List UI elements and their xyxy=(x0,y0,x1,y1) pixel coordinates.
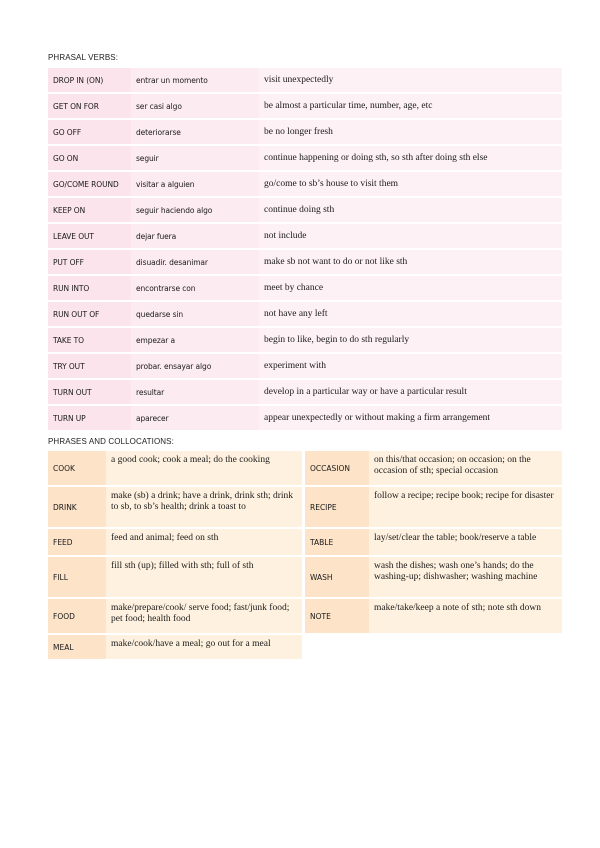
phrasal-verb: GO OFF xyxy=(48,120,131,144)
collocation-word: FILL xyxy=(48,557,106,597)
english-meaning: continue happening or doing sth, so sth after doing sth else xyxy=(259,146,562,170)
english-meaning: not include xyxy=(259,224,562,248)
collocation-phrases: on this/that occasion; on occasion; on the occasion of sth; special occasion xyxy=(369,451,562,485)
english-meaning: experiment with xyxy=(259,354,562,378)
collocation-entry xyxy=(305,451,562,485)
collocation-entry xyxy=(48,557,305,597)
spanish-translation: ser casi algo xyxy=(131,94,259,118)
english-meaning: meet by chance xyxy=(259,276,562,300)
phrasal-verb-row xyxy=(48,250,562,274)
collocation-row xyxy=(48,635,562,659)
english-meaning: go/come to sb’s house to visit them xyxy=(259,172,562,196)
collocation-phrases: a good cook; cook a meal; do the cooking xyxy=(106,451,302,485)
collocation-row xyxy=(48,487,562,527)
phrasal-verb-row xyxy=(48,276,562,300)
collocation-phrases: wash the dishes; wash one’s hands; do the washing-up; dishwasher; washing machine xyxy=(369,557,562,597)
english-meaning: make sb not want to do or not like sth xyxy=(259,250,562,274)
collocation-word: FOOD xyxy=(48,599,106,633)
english-meaning: begin to like, begin to do sth regularly xyxy=(259,328,562,352)
phrasal-verb-row xyxy=(48,224,562,248)
phrasal-verb: RUN OUT OF xyxy=(48,302,131,326)
spanish-translation: seguir haciendo algo xyxy=(131,198,259,222)
phrasal-verb: PUT OFF xyxy=(48,250,131,274)
collocation-phrases: make (sb) a drink; have a drink, drink sth; drink to sb, to sb’s health; drink a toast to xyxy=(106,487,302,527)
collocation-row xyxy=(48,599,562,633)
collocation-empty-cell xyxy=(305,635,562,659)
spanish-translation: probar. ensayar algo xyxy=(131,354,259,378)
spanish-translation: entrar un momento xyxy=(131,68,259,92)
collocation-phrases: fill sth (up); filled with sth; full of sth xyxy=(106,557,302,597)
english-meaning: be almost a particular time, number, age, etc xyxy=(259,94,562,118)
collocation-word: TABLE xyxy=(305,529,369,555)
english-meaning: develop in a particular way or have a particular result xyxy=(259,380,562,404)
phrasal-verb: TURN UP xyxy=(48,406,131,430)
collocation-phrases: make/cook/have a meal; go out for a meal xyxy=(106,635,302,659)
phrasal-verb: RUN INTO xyxy=(48,276,131,300)
phrasal-verb-row xyxy=(48,328,562,352)
spanish-translation: dejar fuera xyxy=(131,224,259,248)
phrasal-verb-row xyxy=(48,146,562,170)
phrasal-verb: TRY OUT xyxy=(48,354,131,378)
phrasal-verb: GO ON xyxy=(48,146,131,170)
collocation-word: WASH xyxy=(305,557,369,597)
spanish-translation: disuadir. desanimar xyxy=(131,250,259,274)
spanish-translation: quedarse sin xyxy=(131,302,259,326)
collocation-entry xyxy=(48,635,305,659)
collocation-word: NOTE xyxy=(305,599,369,633)
collocation-phrases: lay/set/clear the table; book/reserve a table xyxy=(369,529,562,555)
collocation-word: RECIPE xyxy=(305,487,369,527)
collocation-word: COOK xyxy=(48,451,106,485)
phrasal-verb-row xyxy=(48,380,562,404)
collocation-entry xyxy=(48,451,305,485)
collocation-word: MEAL xyxy=(48,635,106,659)
phrasal-verbs-heading: PHRASAL VERBS: xyxy=(48,53,119,62)
phrasal-verb-row xyxy=(48,354,562,378)
phrasal-verbs-body xyxy=(48,68,562,430)
collocations-grid xyxy=(48,451,562,661)
phrasal-verb: TAKE TO xyxy=(48,328,131,352)
collocation-entry xyxy=(48,599,305,633)
collocation-entry xyxy=(48,529,305,555)
collocation-word: OCCASION xyxy=(305,451,369,485)
phrasal-verb-row xyxy=(48,172,562,196)
collocation-entry xyxy=(305,529,562,555)
english-meaning: be no longer fresh xyxy=(259,120,562,144)
collocation-row xyxy=(48,451,562,485)
phrasal-verb-row xyxy=(48,406,562,430)
spanish-translation: visitar a alguien xyxy=(131,172,259,196)
phrasal-verb: GO/COME ROUND xyxy=(48,172,131,196)
phrasal-verbs-table xyxy=(48,66,562,432)
collocation-phrases: make/take/keep a note of sth; note sth down xyxy=(369,599,562,633)
phrasal-verb-row xyxy=(48,302,562,326)
collocation-entry xyxy=(305,557,562,597)
spanish-translation: resultar xyxy=(131,380,259,404)
phrasal-verb: LEAVE OUT xyxy=(48,224,131,248)
collocation-row xyxy=(48,529,562,555)
phrasal-verb: GET ON FOR xyxy=(48,94,131,118)
collocation-phrases: follow a recipe; recipe book; recipe for disaster xyxy=(369,487,562,527)
phrasal-verb: TURN OUT xyxy=(48,380,131,404)
spanish-translation: seguir xyxy=(131,146,259,170)
spanish-translation: deteriorarse xyxy=(131,120,259,144)
spanish-translation: empezar a xyxy=(131,328,259,352)
collocation-entry xyxy=(305,487,562,527)
phrasal-verb: DROP IN (ON) xyxy=(48,68,131,92)
spanish-translation: encontrarse con xyxy=(131,276,259,300)
collocation-word: DRINK xyxy=(48,487,106,527)
phrasal-verb-row xyxy=(48,94,562,118)
english-meaning: not have any left xyxy=(259,302,562,326)
collocation-phrases: feed and animal; feed on sth xyxy=(106,529,302,555)
collocation-entry xyxy=(305,599,562,633)
collocation-phrases: make/prepare/cook/ serve food; fast/junk food; pet food; health food xyxy=(106,599,302,633)
phrasal-verb: KEEP ON xyxy=(48,198,131,222)
english-meaning: visit unexpectedly xyxy=(259,68,562,92)
phrases-collocations-heading: PHRASES AND COLLOCATIONS: xyxy=(48,437,174,446)
spanish-translation: aparecer xyxy=(131,406,259,430)
collocation-row xyxy=(48,557,562,597)
phrasal-verb-row xyxy=(48,120,562,144)
collocation-word: FEED xyxy=(48,529,106,555)
phrasal-verb-row xyxy=(48,68,562,92)
phrasal-verb-row xyxy=(48,198,562,222)
collocation-entry xyxy=(48,487,305,527)
english-meaning: appear unexpectedly or without making a firm arrangement xyxy=(259,406,562,430)
english-meaning: continue doing sth xyxy=(259,198,562,222)
